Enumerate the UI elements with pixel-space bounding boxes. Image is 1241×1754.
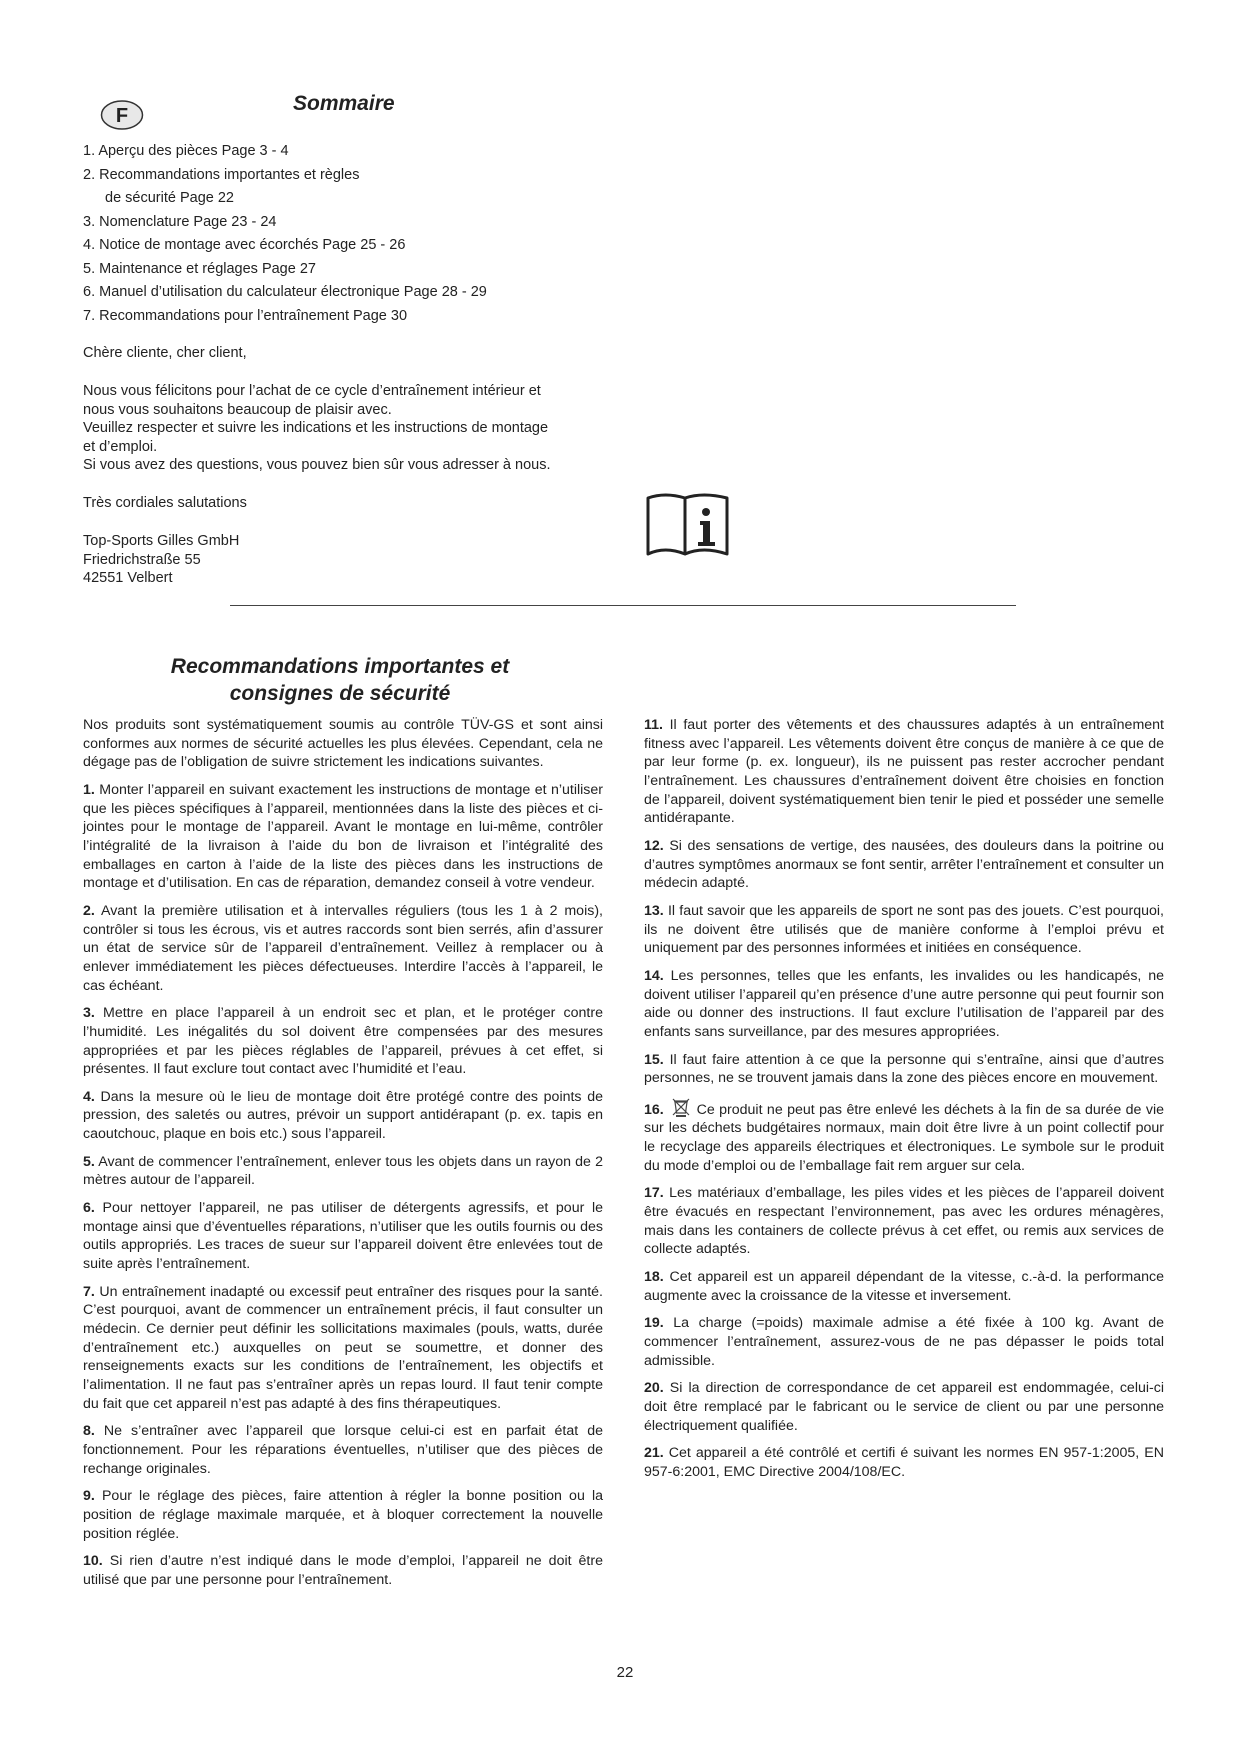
item-text: Il faut porter des vêtements et des chaussures adaptés à un entraînement fitness avec l’appareil. Les vêtements doivent être conçus de manière à ce que de par leur forme (p. ex. longueur), ils ne puissent pas rester accrocher pendant l’entraînement. Les chaussures d’entraînement doivent être choisies en fonction de l’appareil, doivent systématiquement bien tenir le pied et posséder une semelle antidérapante. (644, 717, 1164, 827)
page-number: 22 (616, 1664, 634, 1681)
safety-intro: Nos produits sont systématiquement soumis au contrôle TÜV-GS et sont ainsi conformes aux normes de sécurité actuelles les plus élevées. Cependant, cela ne dégage pas de l’obligation de suivre strictement les indications suivantes. (83, 717, 603, 771)
item-text: Pour le réglage des pièces, faire attention à régler la bonne position ou la position de réglage maximale marquée, et à bloquer correctement la nouvelle position réglée. (83, 1488, 603, 1542)
item-text: Pour nettoyer l’appareil, ne pas utiliser de détergents agressifs, et pour le montage ainsi que d’éventuelles réparations, n’utiliser que les outils fournis ou des outils appropriés. Les traces de sueur sur l’appareil doivent être enlevées tout de suite après l’entraînement. (83, 1200, 603, 1273)
toc-item: 6. Manuel d’utilisation du calculateur électronique Page 28 - 29 (83, 284, 487, 300)
safety-item (83, 1422, 603, 1478)
item-number: 18. (644, 1269, 664, 1286)
safety-item (644, 716, 1164, 828)
item-text: Si la direction de correspondance de cet appareil est endommagée, celui-ci doit être remplacé par le fabricant ou le service de client ou par une personne électriquement qualifiée. (644, 1380, 1164, 1434)
safety-item (83, 1153, 603, 1190)
safety-item (83, 1199, 603, 1274)
language-badge-f (100, 99, 144, 131)
item-text: Cet appareil a été contrôlé et certifi é suivant les normes EN 957-1:2005, EN 957-6:2001, EMC Directive 2004/108/EC. (644, 1445, 1164, 1480)
item-number: 9. (83, 1488, 95, 1505)
safety-item (83, 1004, 603, 1079)
item-text: Dans la mesure où le lieu de montage doit être protégé contre des points de pression, des saletés ou autres, prévoir un support antidérapant (p. ex. tapis en caoutchouc, plaque en bois etc.) sous l’appareil. (83, 1088, 603, 1143)
safety-item (644, 1314, 1164, 1370)
section-divider (230, 605, 1016, 606)
safety-item (644, 1184, 1164, 1259)
safety-item (83, 781, 603, 893)
item-text: La charge (=poids) maximale admise a été fixée à 100 kg. Avant de commencer l’entraînement, assurez-vous de ne pas dépasser le poids total admissible. (644, 1315, 1164, 1369)
safety-title-line: consignes de sécurité (229, 682, 451, 705)
item-number: 16. (644, 1101, 664, 1118)
item-text: Mettre en place l’appareil à un endroit sec et plan, et le protéger contre l’humidité. Les inégalités du sol doivent être compensées par des mesures appropriées et par les pièces réglables de l’appareil, prévues à cet effet, si présentes. Il faut exclure tout contact avec l’humidité et l’eau. (83, 1005, 603, 1078)
item-number: 21. (644, 1445, 664, 1462)
sender-address (83, 532, 623, 588)
item-text: Avant de commencer l’entraînement, enlever tous les objets dans un rayon de 2 mètres autour de l’appareil. (83, 1153, 603, 1189)
toc-item: 3. Nomenclature Page 23 - 24 (83, 213, 277, 230)
item-number: 15. (644, 1051, 664, 1068)
item-number: 10. (83, 1553, 103, 1570)
safety-item (644, 967, 1164, 1042)
safety-column-left (83, 716, 603, 1599)
item-number: 17. (644, 1185, 664, 1202)
item-text: Cet appareil est un appareil dépendant de la vitesse, c.-à-d. la performance augmente avec la croissance de la vitesse et inversement. (644, 1269, 1164, 1304)
toc-item: de sécurité Page 22 (105, 190, 234, 206)
safety-section-title (150, 653, 530, 707)
info-manual-icon (645, 492, 731, 560)
toc-title: Sommaire (293, 92, 395, 115)
item-number: 8. (83, 1423, 95, 1440)
safety-item (644, 1051, 1164, 1088)
badge-letter: F (115, 105, 129, 127)
letter-line: nous vous souhaitons beaucoup de plaisir avec. (83, 401, 392, 418)
toc-item: 5. Maintenance et réglages Page 27 (83, 260, 316, 277)
item-number: 20. (644, 1380, 664, 1397)
toc-item: 4. Notice de montage avec écorchés Page 25 - 26 (83, 237, 406, 253)
toc-item: 7. Recommandations pour l’entraînement Page 30 (83, 307, 408, 324)
item-number: 4. (83, 1088, 95, 1105)
safety-item (644, 902, 1164, 958)
item-number: 1. (83, 781, 95, 798)
safety-item (644, 1444, 1164, 1481)
safety-item (83, 1283, 603, 1414)
item-text: Si rien d’autre n’est indiqué dans le mode d’emploi, l’appareil ne doit être utilisé que par une personne pour l’entraînement. (83, 1553, 603, 1588)
item-text: Ne s’entraîner avec l’appareil que lorsque celui-ci est en parfait état de fonctionnement. Pour les réparations éventuelles, n’utiliser que des pièces de rechange originales. (83, 1423, 603, 1477)
item-number: 14. (644, 967, 664, 984)
safety-item (644, 1379, 1164, 1435)
item-number: 7. (83, 1283, 95, 1300)
item-text: Les matériaux d’emballage, les piles vides et les pièces de l’appareil doivent être évacués en respectant l’environnement, pas avec les ordures ménagères, mais dans les containers de collecte prévus à cet effet, ou remis aux services de collecte adaptés. (644, 1185, 1164, 1258)
letter-line: Nous vous félicitons pour l’achat de ce cycle d’entraînement intérieur et (83, 383, 541, 399)
safety-item (644, 837, 1164, 893)
item-number: 2. (83, 902, 95, 919)
item-text: Il faut faire attention à ce que la personne qui s’entraîne, ainsi que d’autres personnes, ne se trouvent jamais dans la zone des pièces encore en mouvement. (644, 1051, 1164, 1087)
safety-item (83, 902, 603, 995)
safety-column-right (644, 716, 1164, 1491)
letter-line: Si vous avez des questions, vous pouvez bien sûr vous adresser à nous. (83, 457, 551, 474)
item-text: Avant la première utilisation et à intervalles réguliers (tous les 1 à 2 mois), contrôler si tous les écrous, vis et autres raccords sont bien serrés, afin d’assurer un état de service sûr de l’appareil d’entraînement. Veillez à remplacer ou à enlever immédiatement les pièces défectueuses. Interdire l’accès à l’appareil, le cas échéant. (83, 902, 603, 994)
weee-bin-icon (670, 1097, 692, 1117)
item-number: 3. (83, 1005, 95, 1022)
item-text: Ce produit ne peut pas être enlevé les déchets à la fin de sa durée de vie sur les déchets budgétaires normaux, main doit être livre à un point collectif pour le recyclage des appareils électriques et électroniques. Le symbole sur le produit du mode d’emploi ou de l’emballage fait rem arguer sur cela. (644, 1101, 1164, 1174)
letter-line: Veuillez respecter et suivre les indications et les instructions de montage (83, 420, 549, 437)
table-of-contents (83, 140, 643, 328)
item-text: Monter l’appareil en suivant exactement les instructions de montage et n’utiliser que les pièces spécifiques à l’appareil, mentionnées dans la liste des pièces et ci-jointes pour le montage de l’appareil. Avant le montage en lui-même, contrôler l’intégralité de la livraison à l’aide du bon de livraison et l’intégralité des emballages en carton à l’aide de la liste des pièces dans les instructions de montage et d’utilisation. En cas de réparation, demandez conseil à votre vendeur. (83, 781, 603, 892)
letter-line: et d’emploi. (83, 438, 158, 455)
toc-item: 1. Aperçu des pièces Page 3 - 4 (83, 143, 289, 159)
safety-item (644, 1268, 1164, 1305)
address-line: Top-Sports Gilles GmbH (83, 533, 240, 549)
item-number: 13. (644, 902, 664, 919)
safety-item (644, 1097, 1164, 1176)
item-number: 5. (83, 1153, 95, 1170)
item-number: 11. (644, 717, 663, 733)
item-text: Si des sensations de vertige, des nausées, des douleurs dans la poitrine ou d’autres symptômes anormaux se font sentir, arrêter l’entraînement et consulter un médecin adapté. (644, 837, 1165, 892)
safety-item (83, 1487, 603, 1543)
toc-item: 2. Recommandations importantes et règles (83, 166, 360, 183)
item-number: 19. (644, 1315, 664, 1332)
safety-title-line: Recommandations importantes et (170, 655, 510, 678)
letter-closing: Très cordiales salutations (83, 495, 247, 511)
address-line: Friedrichstraße 55 (83, 551, 201, 568)
item-text: Il faut savoir que les appareils de sport ne sont pas des jouets. C’est pourquoi, ils ne doivent être utilisés que de manière conforme à l’emploi prévu et uniquement par des personnes informées et initiées en conséquence. (644, 902, 1164, 957)
letter-body (83, 382, 623, 475)
address-line: 42551 Velbert (83, 570, 173, 587)
letter-greeting: Chère cliente, cher client, (83, 345, 247, 361)
item-text: Un entraînement inadapté ou excessif peut entraîner des risques pour la santé. C’est pourquoi, avant de commencer un entraînement précis, il faut consulter un médecin. Ce dernier peut définir les sollicitations maximales (pouls, watts, durée d’entraînement etc.) auxquelles on peut se soumettre, et donner des renseignements exacts sur les conditions de l’entraînement, les objectifs et l’alimentation. Il ne faut pas s’entraîner après un repas lourd. Il faut tenir compte du fait que cet appareil n’est pas adapté à des fins thérapeutiques. (83, 1283, 603, 1412)
item-number: 12. (644, 837, 664, 854)
safety-item (83, 1552, 603, 1589)
item-number: 6. (83, 1200, 95, 1217)
safety-item (83, 1088, 603, 1144)
item-text: Les personnes, telles que les enfants, les invalides ou les handicapés, ne doivent utiliser l’appareil qu’en présence d’une autre personne qui peut fournir son aide ou donner des instructions. Il faut exclure l’utilisation de l’appareil par des enfants sans surveillance, par des mesures appropriées. (644, 967, 1164, 1040)
